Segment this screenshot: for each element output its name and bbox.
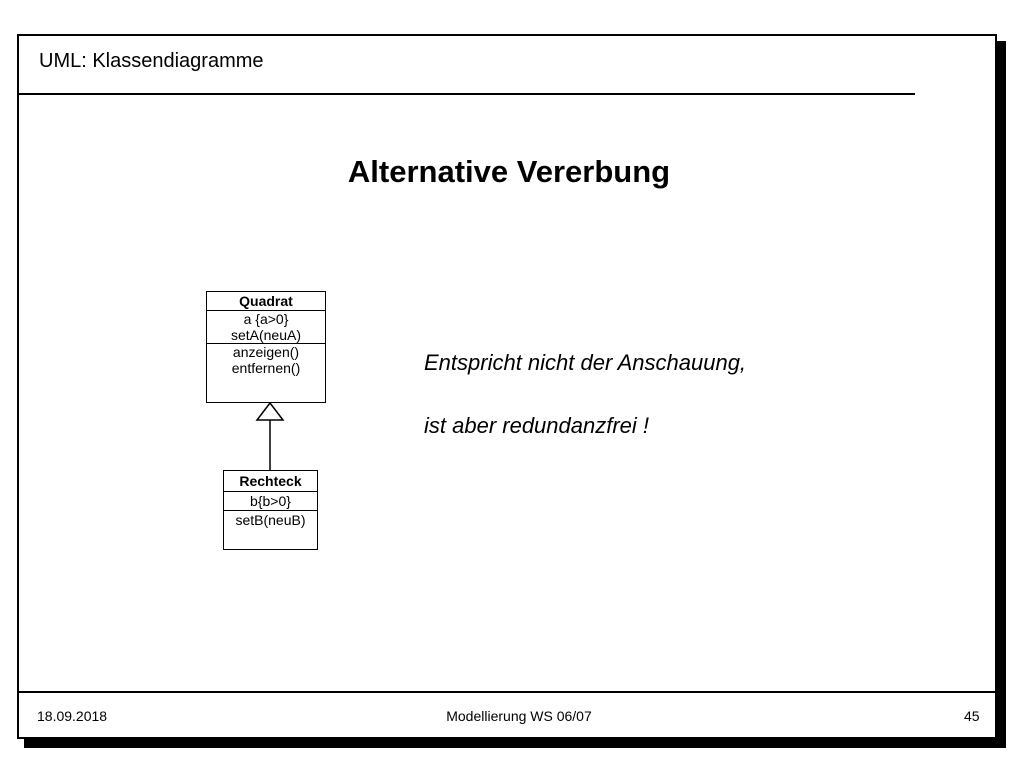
operation: setB(neuB) [235, 512, 306, 528]
class-operations [224, 510, 317, 529]
footer-course: Modellierung WS 06/07 [446, 708, 592, 724]
class-name: Quadrat [239, 293, 293, 309]
class-attributes [207, 310, 325, 343]
footer-date: 18.09.2018 [37, 708, 108, 724]
class-name: Rechteck [239, 473, 302, 489]
note-text: Entspricht nicht der Anschauung, [424, 350, 747, 375]
operation: entfernen() [231, 360, 301, 376]
attribute: a {a>0} [243, 311, 289, 327]
class-rechteck [223, 470, 318, 550]
header-title: UML: Klassendiagramme [39, 50, 264, 72]
slide-title: Alternative Vererbung [347, 154, 671, 189]
page-number: 45 [964, 708, 980, 724]
footer-divider [19, 691, 995, 693]
slide [17, 34, 997, 739]
note-text: ist aber redundanzfrei ! [424, 413, 650, 438]
class-operations [207, 343, 325, 376]
generalization-triangle [257, 403, 283, 420]
class-quadrat [206, 291, 326, 403]
class-attributes [224, 491, 317, 510]
attribute: b{b>0} [250, 493, 291, 509]
operation: setA(neuA) [230, 327, 302, 343]
inheritance-arrow [19, 36, 999, 741]
operation: anzeigen() [232, 344, 300, 360]
